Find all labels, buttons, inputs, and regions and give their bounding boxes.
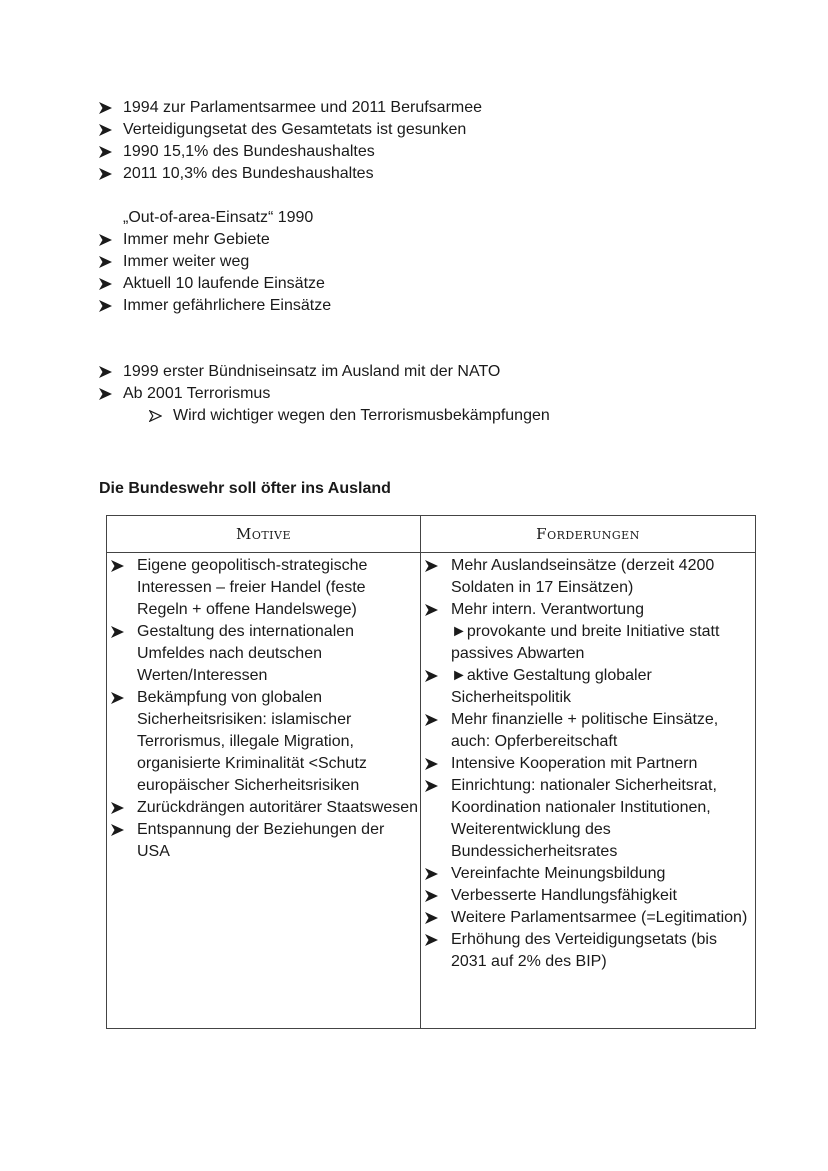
list-item-text: Ab 2001 Terrorismus [123, 385, 271, 402]
list-item [99, 295, 331, 317]
list-item [111, 797, 420, 819]
list-item [425, 709, 755, 753]
list-item [425, 885, 755, 907]
list-item [425, 555, 755, 599]
list-item-text: ►aktive Gestaltung globaler Sicherheitspolitik [451, 667, 652, 706]
arrow-bullet-icon [99, 383, 115, 405]
list-item-text: Verbesserte Handlungsfähigkeit [451, 887, 677, 904]
table-row [107, 553, 756, 1029]
bullet-list-nato [99, 361, 550, 427]
list-item [111, 621, 420, 687]
column-header-forderungen: Forderungen [421, 516, 756, 553]
arrow-bullet-icon [425, 555, 441, 577]
list-item-text: Mehr intern. Verantwortung [451, 601, 644, 618]
list-item [425, 907, 755, 929]
arrow-bullet-icon [99, 163, 115, 185]
arrow-bullet-icon [425, 907, 441, 929]
arrow-bullet-icon [99, 273, 115, 295]
table-header-row [107, 516, 756, 553]
arrow-bullet-icon [99, 97, 115, 119]
list-item-text: Bekämpfung von globalen Sicherheitsrisiken: islamischer Terrorismus, illegale Migration, organisierte Kriminalität <Schutz europäischer Sicherheitsrisiken [137, 689, 367, 794]
arrow-bullet-icon [99, 141, 115, 163]
arrow-bullet-icon [99, 229, 115, 251]
list-item-text: Mehr finanzielle + politische Einsätze, auch: Opferbereitschaft [451, 711, 719, 750]
list-item-text: Einrichtung: nationaler Sicherheitsrat, Koordination nationaler Institutionen, Weiterentwicklung des Bundessicherheitsrates [451, 777, 717, 860]
list-item [99, 251, 331, 273]
bullet-list-out-of-area [99, 229, 331, 317]
list-item-text: Intensive Kooperation mit Partnern [451, 755, 698, 772]
sub-list-item-text: Wird wichtiger wegen den Terrorismusbekämpfungen [173, 407, 550, 424]
list-item-text: Erhöhung des Verteidigungsetats (bis 2031 auf 2% des BIP) [451, 931, 717, 970]
list-item-text: 1999 erster Bündniseinsatz im Ausland mit der NATO [123, 363, 501, 380]
list-item [111, 687, 420, 797]
list-item-text: Mehr Auslandseinsätze (derzeit 4200 Soldaten in 17 Einsätzen) [451, 557, 715, 596]
list-item [99, 163, 482, 185]
list-item [99, 141, 482, 163]
arrow-bullet-icon [425, 863, 441, 885]
forderungen-cell [421, 553, 756, 1029]
arrow-bullet-icon [425, 665, 441, 687]
list-item [425, 929, 755, 973]
list-item-text: Aktuell 10 laufende Einsätze [123, 275, 325, 292]
arrow-bullet-icon [425, 929, 441, 951]
list-item [99, 361, 550, 383]
list-item-text: Entspannung der Beziehungen der USA [137, 821, 385, 860]
arrow-bullet-icon [99, 361, 115, 383]
list-item-text: Verteidigungsetat des Gesamtetats ist gesunken [123, 121, 467, 138]
list-item-text: Immer mehr Gebiete [123, 231, 270, 248]
arrow-bullet-icon [425, 775, 441, 797]
list-item-text: 2011 10,3% des Bundeshaushaltes [123, 165, 374, 182]
list-item [425, 863, 755, 885]
column-header-motive: Motive [107, 516, 421, 553]
out-of-area-title: „Out-of-area-Einsatz“ 1990 [123, 209, 314, 226]
forderungen-list [421, 553, 755, 973]
list-item-text: Immer weiter weg [123, 253, 250, 270]
section-heading: Die Bundeswehr soll öfter ins Ausland [99, 480, 391, 497]
list-item-text: 1990 15,1% des Bundeshaushaltes [123, 143, 375, 160]
arrow-bullet-icon [425, 709, 441, 731]
sub-list-item [149, 405, 550, 427]
arrow-bullet-icon [425, 753, 441, 775]
arrow-bullet-icon [111, 797, 127, 819]
list-item-continuation-text: ►provokante und breite Initiative statt passives Abwarten [451, 623, 720, 662]
arrow-bullet-icon [111, 555, 127, 577]
list-item [99, 97, 482, 119]
list-item-text: Gestaltung des internationalen Umfeldes nach deutschen Werten/Interessen [137, 623, 355, 684]
arrow-bullet-icon [425, 885, 441, 907]
list-item-text: 1994 zur Parlamentsarmee und 2011 Berufsarmee [123, 99, 483, 116]
list-item [111, 555, 420, 621]
list-item [111, 819, 420, 863]
list-item-text: Zurückdrängen autoritärer Staatswesen [137, 799, 419, 816]
list-item [99, 229, 331, 251]
list-item [425, 775, 755, 863]
list-item-text: Vereinfachte Meinungsbildung [451, 865, 666, 882]
list-item [425, 665, 755, 709]
arrow-bullet-icon [111, 687, 127, 709]
list-item [99, 119, 482, 141]
arrow-bullet-icon [99, 119, 115, 141]
list-item [99, 383, 550, 405]
list-item-text: Eigene geopolitisch-strategische Interessen – freier Handel (feste Regeln + offene Handelswege) [137, 557, 368, 618]
arrow-bullet-icon [99, 251, 115, 273]
arrow-bullet-icon [425, 599, 441, 621]
arrow-bullet-icon [111, 819, 127, 841]
bullet-list-budget [99, 97, 482, 185]
list-item [99, 273, 331, 295]
list-item [425, 599, 755, 665]
list-item-text: Weitere Parlamentsarmee (=Legitimation) [451, 909, 748, 926]
list-item [425, 753, 755, 775]
motive-list [107, 553, 420, 863]
hollow-arrow-bullet-icon [149, 405, 165, 427]
motive-cell [107, 553, 421, 1029]
list-item-text: Immer gefährlichere Einsätze [123, 297, 332, 314]
motive-forderungen-table [106, 515, 756, 1029]
arrow-bullet-icon [111, 621, 127, 643]
arrow-bullet-icon [99, 295, 115, 317]
